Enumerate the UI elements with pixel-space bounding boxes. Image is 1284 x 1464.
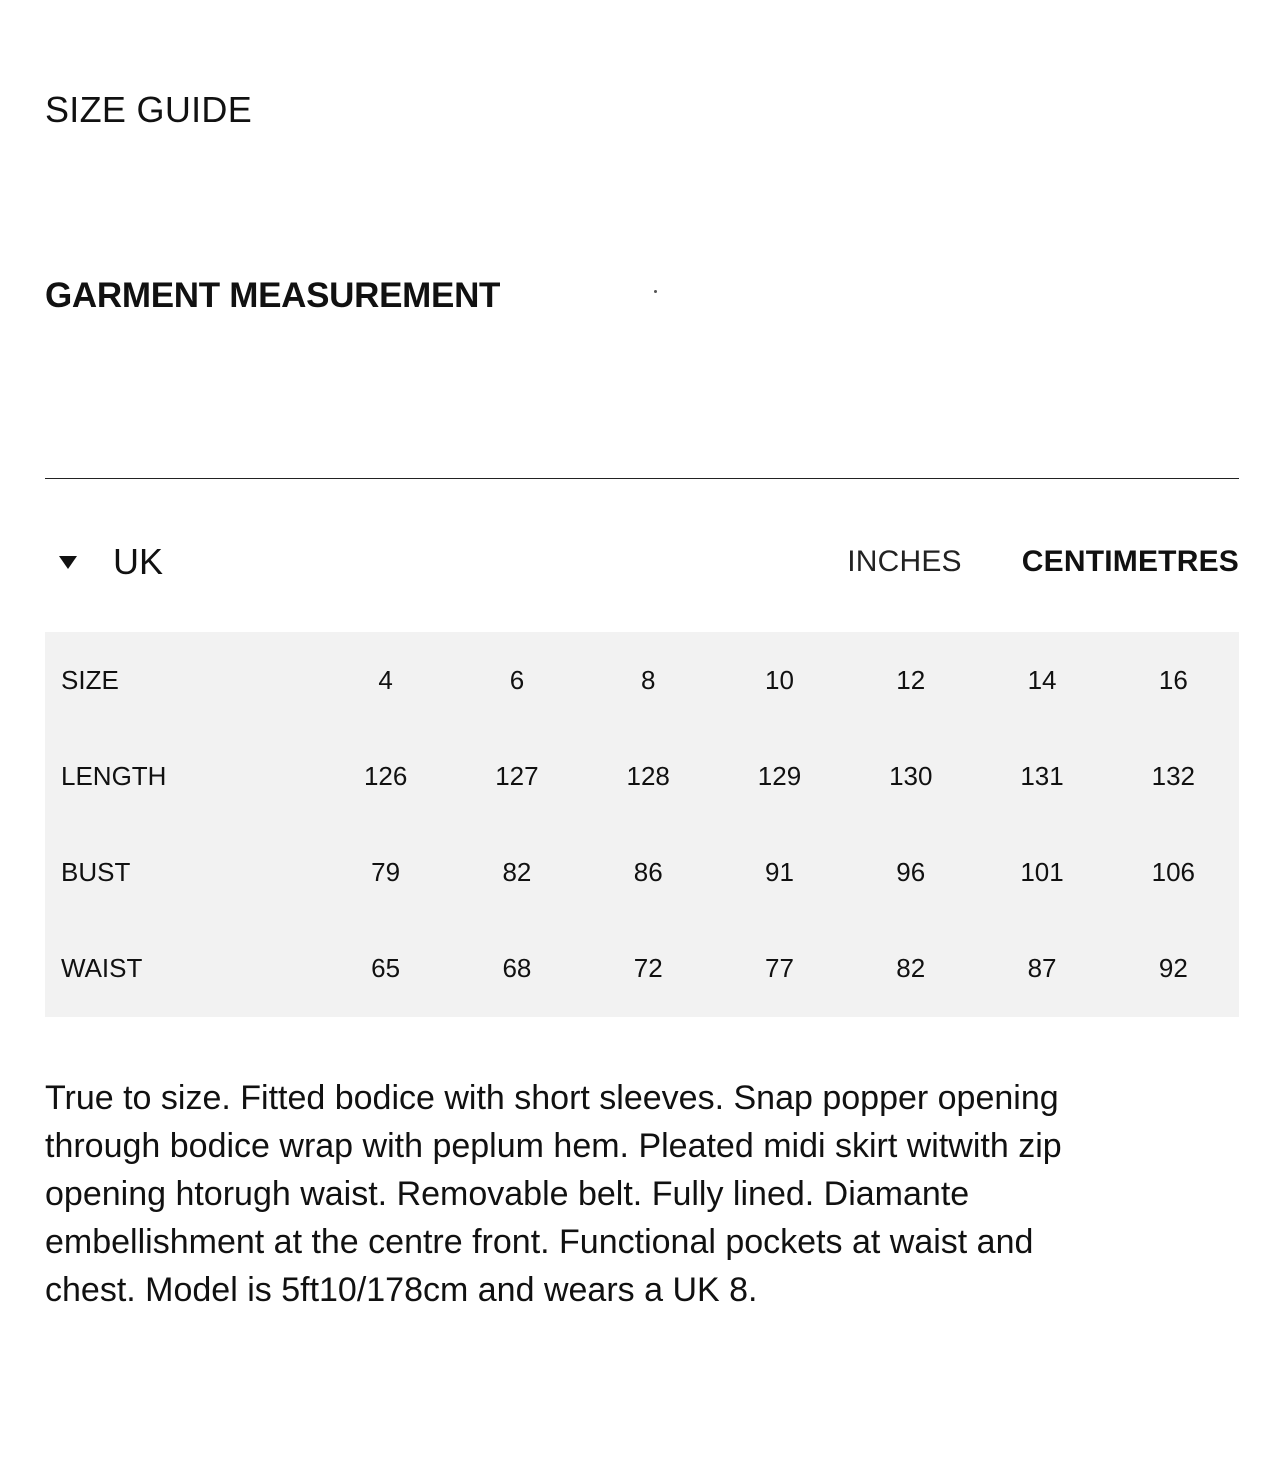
unit-centimetres-button[interactable]: CENTIMETRES [1021,545,1239,578]
table-row-bust [45,825,1239,921]
table-cell: 127 [495,760,539,791]
table-cell: 68 [502,953,532,984]
table-cell: 130 [889,760,933,791]
table-cell: 10 [765,664,794,695]
caret-down-icon [45,556,91,569]
table-cell: 96 [896,857,926,888]
table-cell: 91 [765,857,794,888]
table-cell: 8 [640,664,656,695]
product-description: True to size. Fitted bodice with short sleeves. Snap popper opening through bodice wrap with peplum hem. Pleated midi skirt witwith zip opening htorugh waist. Removable belt. Fully lined. Diamante embellishment at the centre front. Functional pockets at waist and chest. Model is 5ft10/178cm and wears a UK 8. [45,1079,1062,1309]
table-cell: 14 [1027,664,1057,695]
table-cell: 128 [626,760,670,791]
row-label: SIZE [61,664,119,695]
table-cell: 92 [1158,953,1188,984]
section-title: GARMENT MEASUREMENT [45,276,501,315]
table-cell: 129 [757,760,802,791]
table-row-length [45,728,1239,824]
table-cell: 79 [371,857,401,888]
table-cell: 65 [371,953,401,984]
table-row-size [45,632,1239,728]
table-cell: 86 [633,857,663,888]
table-row-waist [45,921,1239,1017]
table-cell: 12 [896,664,926,695]
region-label: UK [113,541,164,582]
table-cell: 72 [633,953,663,984]
row-label: WAIST [61,953,143,984]
unit-toggle [847,538,1239,586]
table-cell: 106 [1151,857,1196,888]
table-cell: 4 [378,664,393,695]
row-label: BUST [61,857,131,888]
decorative-dot [654,290,657,293]
table-cell: 126 [363,760,408,791]
page-title: SIZE GUIDE [45,89,253,130]
table-cell: 82 [896,953,926,984]
divider [45,478,1239,479]
table-cell: 132 [1151,760,1196,791]
region-selector[interactable] [45,538,163,586]
table-cell: 16 [1158,664,1188,695]
table-cell: 87 [1027,953,1057,984]
table-cell: 101 [1020,857,1064,888]
table-cell: 82 [502,857,532,888]
table-cell: 77 [765,953,794,984]
row-label: LENGTH [61,760,167,791]
size-table [45,632,1239,1017]
table-cell: 131 [1020,760,1064,791]
unit-inches-button[interactable]: INCHES [847,545,962,578]
table-cell: 6 [509,664,525,695]
